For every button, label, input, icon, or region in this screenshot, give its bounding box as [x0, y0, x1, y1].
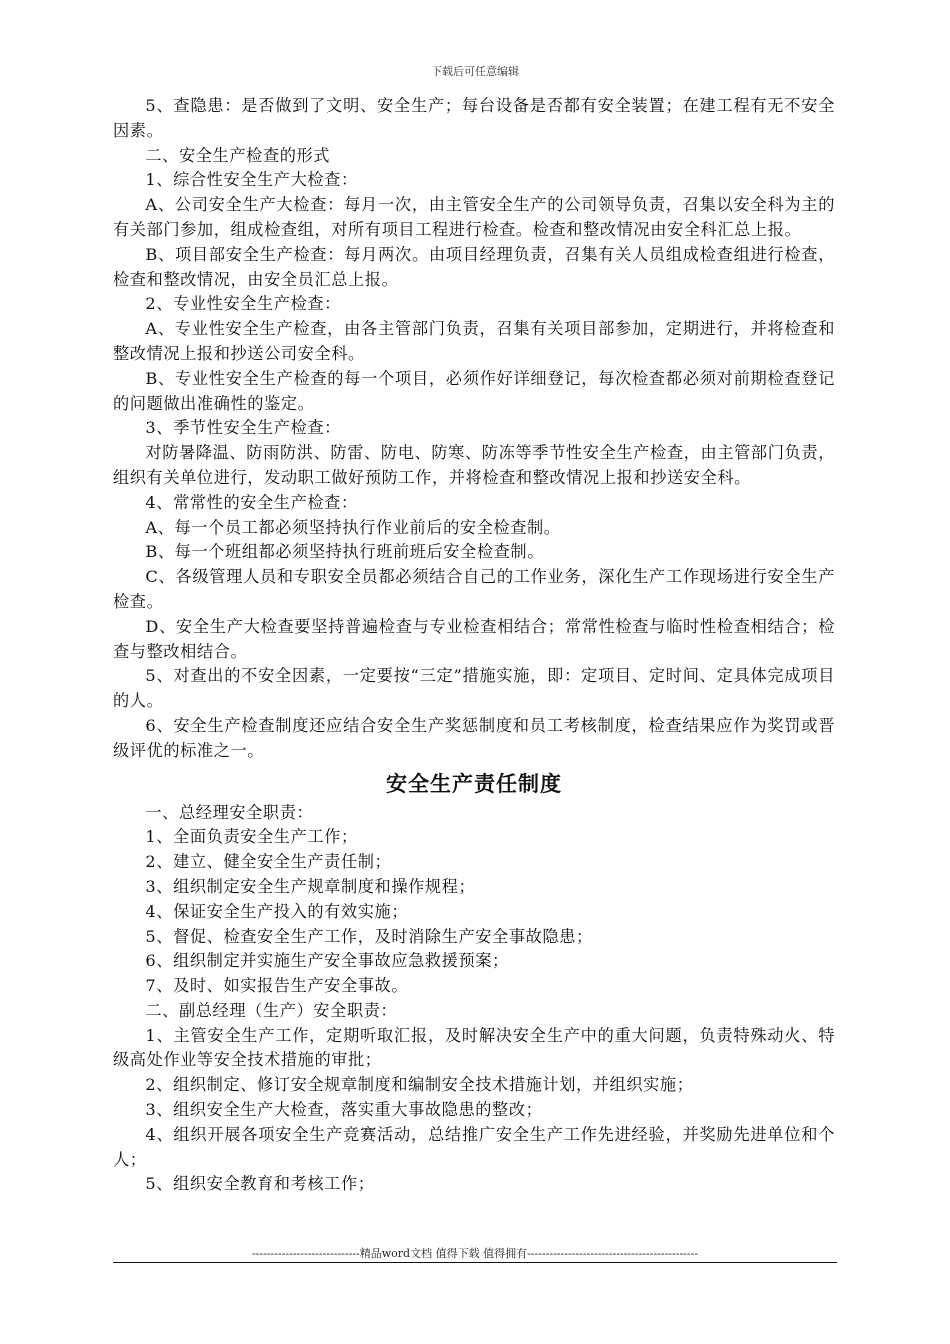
paragraph: B、项目部安全生产检查：每月两次。由项目经理负责，召集有关人员组成检查组进行检查，检查和整改情况，由安全员汇总上报。	[113, 244, 835, 289]
document-body	[113, 94, 835, 1197]
paragraph: 5、对查出的不安全因素，一定要按“三定”措施实施，即：定项目、定时间、定具体完成项目的人。	[113, 666, 835, 711]
paragraph: 3、季节性安全生产检查：	[145, 418, 341, 438]
paragraph: 二、副总经理（生产）安全职责：	[145, 1000, 398, 1020]
paragraphs-after	[113, 801, 835, 1198]
paragraph: 6、组织制定并实施生产安全事故应急救援预案；	[145, 951, 509, 971]
paragraph: 二、安全生产检查的形式	[145, 145, 331, 165]
paragraph: 一、总经理安全职责：	[145, 802, 314, 822]
paragraph: 2、专业性安全生产检查：	[145, 294, 341, 314]
paragraphs-before	[113, 94, 835, 764]
paragraph: 5、查隐患：是否做到了文明、安全生产；每台设备是否都有安全装置；在建工程有无不安全因素。	[113, 96, 835, 140]
page-header: 下载后可任意编辑	[431, 65, 519, 78]
paragraph: 4、保证安全生产投入的有效实施；	[145, 901, 409, 921]
section-title: 安全生产责任制度	[386, 771, 562, 796]
paragraph: 7、及时、如实报告生产安全事故。	[145, 976, 409, 996]
paragraph: 3、组织安全生产大检查，落实重大事故隐患的整改；	[145, 1100, 543, 1120]
paragraph: 5、督促、检查安全生产工作，及时消除生产安全事故隐患；	[145, 926, 593, 946]
paragraph: 2、建立、健全安全生产责任制；	[145, 852, 392, 872]
paragraph: C、各级管理人员和专职安全员都必须结合自己的工作业务，深化生产工作现场进行安全生产检查。	[113, 567, 835, 611]
paragraph: A、专业性安全生产检查，由各主管部门负责，召集有关项目部参加，定期进行，并将检查和整改情况上报和抄送公司安全科。	[113, 319, 835, 363]
paragraph: 6、安全生产检查制度还应结合安全生产奖惩制度和员工考核制度，检查结果应作为奖罚或晋级评优的标准之一。	[113, 715, 835, 760]
paragraph: 对防暑降温、防雨防洪、防雷、防电、防寒、防冻等季节性安全生产检查，由主管部门负责，组织有关单位进行，发动职工做好预防工作，并将检查和整改情况上报和抄送安全科。	[113, 443, 835, 487]
paragraph: B、每一个班组都必须坚持执行班前班后安全检查制。	[145, 542, 544, 562]
paragraph: 4、常常性的安全生产检查：	[145, 492, 358, 512]
paragraph: 5、组织安全教育和考核工作；	[145, 1174, 375, 1194]
paragraph: A、公司安全生产大检查：每月一次，由主管安全生产的公司领导负责，召集以安全科为主的有关部门参加，组成检查组，对所有项目工程进行检查。检查和整改情况由安全科汇总上报。	[113, 195, 835, 239]
paragraph: 2、组织制定、修订安全规章制度和编制安全技术措施计划，并组织实施；	[145, 1075, 694, 1095]
paragraph: 3、组织制定安全生产规章制度和操作规程；	[145, 876, 476, 896]
footer-divider	[113, 1262, 837, 1263]
paragraph: 4、组织开展各项安全生产竞赛活动，总结推广安全生产工作先进经验，并奖励先进单位和个人；	[113, 1124, 835, 1169]
paragraph: 1、全面负责安全生产工作；	[145, 827, 358, 847]
paragraph: 1、主管安全生产工作，定期听取汇报，及时解决安全生产中的重大问题，负责特殊动火、特级高处作业等安全技术措施的审批；	[113, 1025, 835, 1070]
paragraph: D、安全生产大检查要坚持普遍检查与专业检查相结合；常常性检查与临时性检查相结合；检查与整改相结合。	[113, 616, 835, 661]
paragraph: 1、综合性安全生产大检查：	[145, 170, 358, 190]
paragraph: B、专业性安全生产检查的每一个项目，必须作好详细登记，每次检查都必须对前期检查登记的问题做出准确性的鉴定。	[113, 368, 835, 413]
page-footer: -----------------------------精品word文档 值得下载 值得拥有----------------------------------------------	[251, 1247, 699, 1260]
paragraph: A、每一个员工都必须坚持执行作业前后的安全检查制。	[145, 517, 561, 537]
